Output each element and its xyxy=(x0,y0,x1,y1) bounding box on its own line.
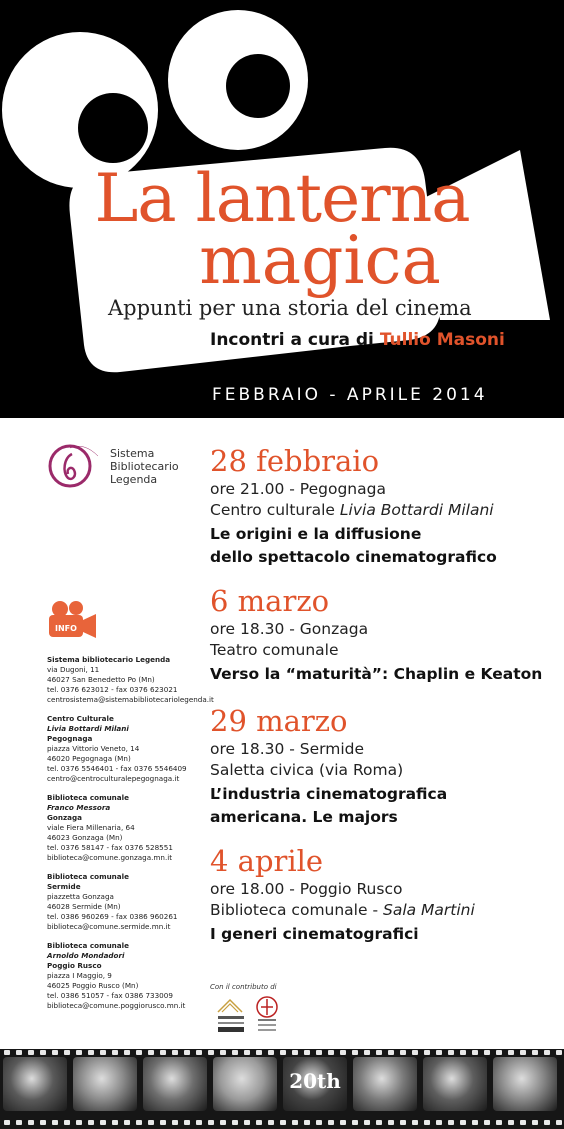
perforation xyxy=(100,1120,106,1125)
event-title xyxy=(210,783,555,829)
perforation xyxy=(472,1120,478,1125)
contact-detail: tel. 0386 51057 - fax 0386 733009 xyxy=(47,991,173,1000)
perforation xyxy=(376,1120,382,1125)
perforation xyxy=(220,1050,226,1055)
contact-detail: tel. 0376 58147 - fax 0376 528551 xyxy=(47,843,173,852)
film-frame-image xyxy=(353,1057,417,1111)
perforation xyxy=(244,1120,250,1125)
film-frame-image xyxy=(73,1057,137,1111)
perforation xyxy=(532,1120,538,1125)
event-venue-text: Teatro comunale xyxy=(210,641,339,659)
perforation xyxy=(328,1050,334,1055)
perforation xyxy=(28,1120,34,1125)
contact-name: Sistema bibliotecario Legenda xyxy=(47,655,171,664)
perforation xyxy=(412,1120,418,1125)
contact-name: Pegognaga xyxy=(47,734,93,743)
perforation xyxy=(88,1120,94,1125)
contact-name: Biblioteca comunale xyxy=(47,872,129,881)
contact-email-link[interactable]: biblioteca@comune.sermide.mn.it xyxy=(47,922,171,931)
perforation xyxy=(280,1120,286,1125)
contact-email-link[interactable]: biblioteca@comune.poggiorusco.mn.it xyxy=(47,1001,186,1010)
event-venue xyxy=(210,900,555,921)
contact-block xyxy=(47,941,207,1011)
perforation xyxy=(460,1120,466,1125)
perforation xyxy=(88,1050,94,1055)
event-venue-text: Biblioteca comunale - xyxy=(210,901,383,919)
contact-email-link[interactable]: centro@centroculturalepegognaga.it xyxy=(47,774,180,783)
perforation xyxy=(28,1050,34,1055)
perforation xyxy=(448,1120,454,1125)
contact-name: Franco Messora xyxy=(47,803,111,812)
event-venue-name: Livia Bottardi Milani xyxy=(339,501,494,519)
perforation xyxy=(184,1120,190,1125)
event-title-line: Verso la “maturità”: Chaplin e Keaton xyxy=(210,665,543,683)
perforation xyxy=(160,1050,166,1055)
info-label: INFO xyxy=(55,624,77,633)
perforation xyxy=(364,1050,370,1055)
contact-detail: via Dugoni, 11 xyxy=(47,665,100,674)
event-date: 4 aprile xyxy=(210,844,324,878)
contact-detail: 46023 Gonzaga (Mn) xyxy=(47,833,123,842)
perforation xyxy=(40,1120,46,1125)
perforation xyxy=(316,1120,322,1125)
perforation xyxy=(268,1120,274,1125)
event-time-place: ore 21.00 - Pegognaga xyxy=(210,480,386,498)
logo-line-2: Bibliotecario xyxy=(110,460,179,473)
film-frame-image xyxy=(3,1057,67,1111)
curator-name: Tullio Masoni xyxy=(379,330,505,350)
event-time-place: ore 18.30 - Sermide xyxy=(210,740,365,758)
contacts-list xyxy=(47,655,214,1020)
perforation xyxy=(352,1050,358,1055)
perforation xyxy=(544,1120,550,1125)
contact-detail: piazzetta Gonzaga xyxy=(47,892,114,901)
perforation xyxy=(196,1120,202,1125)
perforation xyxy=(496,1050,502,1055)
contact-name: Arnoldo Mondadori xyxy=(47,951,125,960)
logo-line-1: Sistema xyxy=(110,447,155,460)
perforation xyxy=(280,1050,286,1055)
event-venue xyxy=(210,500,555,521)
contact-name: Livia Bottardi Milani xyxy=(47,724,129,733)
perforation xyxy=(436,1120,442,1125)
perforation xyxy=(172,1050,178,1055)
event-title xyxy=(210,923,555,946)
contact-detail: piazza Vittorio Veneto, 14 xyxy=(47,744,140,753)
perforation xyxy=(328,1120,334,1125)
perforation xyxy=(16,1120,22,1125)
perforation xyxy=(64,1120,70,1125)
perforation xyxy=(520,1050,526,1055)
perforation xyxy=(316,1050,322,1055)
logo-text xyxy=(110,447,210,486)
contact-detail: tel. 0376 5546401 - fax 0376 5546409 xyxy=(47,764,187,773)
title-line-1: La lanterna xyxy=(94,160,470,237)
perforation xyxy=(304,1120,310,1125)
perforation xyxy=(340,1120,346,1125)
perforation xyxy=(160,1120,166,1125)
film-strip xyxy=(0,1049,564,1129)
film-frame-image xyxy=(213,1057,277,1111)
title-line-2: magica xyxy=(199,222,441,299)
perforation xyxy=(4,1120,10,1125)
perforation xyxy=(364,1120,370,1125)
contact-detail: tel. 0386 960269 - fax 0386 960261 xyxy=(47,912,178,921)
contact-name: Biblioteca comunale xyxy=(47,941,129,950)
perforation xyxy=(388,1050,394,1055)
perforation xyxy=(124,1050,130,1055)
perforation xyxy=(448,1050,454,1055)
contact-detail: piazza I Maggio, 9 xyxy=(47,971,112,980)
contact-name: Poggio Rusco xyxy=(47,961,102,970)
film-frame-text: 20th xyxy=(289,1069,341,1093)
contact-block xyxy=(47,714,207,784)
perforation xyxy=(556,1050,562,1055)
event-title-line: L’industria cinematografica xyxy=(210,785,448,803)
sponsors-label: Con il contributo di xyxy=(210,983,277,991)
perforation xyxy=(208,1050,214,1055)
event-date: 29 marzo xyxy=(210,704,348,738)
event-title xyxy=(210,663,555,686)
perforation xyxy=(388,1120,394,1125)
contact-name: Sermide xyxy=(47,882,81,891)
contact-email-link[interactable]: centrosistema@sistemabibliotecariolegenda.it xyxy=(47,695,214,704)
perforation xyxy=(424,1050,430,1055)
perforation xyxy=(484,1120,490,1125)
contact-detail: 46020 Pegognaga (Mn) xyxy=(47,754,131,763)
perforation xyxy=(76,1120,82,1125)
perforation xyxy=(124,1120,130,1125)
contact-detail: tel. 0376 623012 - fax 0376 623021 xyxy=(47,685,178,694)
date-range: FEBBRAIO - APRILE 2014 xyxy=(212,385,488,405)
event-title xyxy=(210,523,555,569)
distretti-logo-icon xyxy=(216,998,246,1034)
perforation xyxy=(292,1120,298,1125)
event-venue xyxy=(210,640,555,661)
perforation xyxy=(544,1050,550,1055)
perforation xyxy=(376,1050,382,1055)
event-title-line: americana. Le majors xyxy=(210,808,398,826)
perforation xyxy=(40,1050,46,1055)
consorzio-logo-icon xyxy=(254,995,280,1035)
perforation xyxy=(352,1120,358,1125)
event-venue-text: Centro culturale xyxy=(210,501,340,519)
perforation xyxy=(508,1120,514,1125)
perforation xyxy=(208,1120,214,1125)
event-time-place: ore 18.00 - Poggio Rusco xyxy=(210,880,403,898)
perforation xyxy=(172,1120,178,1125)
perforation xyxy=(4,1050,10,1055)
contact-name: Centro Culturale xyxy=(47,714,114,723)
contact-block xyxy=(47,872,207,932)
legenda-logo-icon xyxy=(46,436,106,492)
perforation xyxy=(400,1050,406,1055)
contact-name: Gonzaga xyxy=(47,813,82,822)
perforation xyxy=(472,1050,478,1055)
curator-prefix: Incontri a cura di xyxy=(210,330,374,350)
perforation xyxy=(184,1050,190,1055)
event-venue-name: Sala Martini xyxy=(382,901,475,919)
perforation xyxy=(304,1050,310,1055)
perforation xyxy=(412,1050,418,1055)
perforation xyxy=(340,1050,346,1055)
perforation xyxy=(136,1120,142,1125)
perforation xyxy=(196,1050,202,1055)
perforation xyxy=(256,1120,262,1125)
event-title-line: I generi cinematografici xyxy=(210,925,419,943)
event-venue xyxy=(210,760,555,781)
perforation xyxy=(112,1120,118,1125)
info-camera-icon xyxy=(46,600,98,642)
perforation xyxy=(232,1050,238,1055)
perforation xyxy=(220,1120,226,1125)
film-frame-image xyxy=(493,1057,557,1111)
film-frame-image xyxy=(143,1057,207,1111)
contact-detail: 46027 San Benedetto Po (Mn) xyxy=(47,675,155,684)
perforation xyxy=(244,1050,250,1055)
header xyxy=(0,0,564,418)
contact-block xyxy=(47,793,207,863)
film-frame-image xyxy=(423,1057,487,1111)
perforation xyxy=(520,1120,526,1125)
event-title-line: Le origini e la diffusione xyxy=(210,525,422,543)
perforation xyxy=(496,1120,502,1125)
perforation xyxy=(508,1050,514,1055)
perforation xyxy=(64,1050,70,1055)
contact-detail: viale Fiera Millenaria, 64 xyxy=(47,823,135,832)
event-item xyxy=(210,843,555,946)
event-title-line: dello spettacolo cinematografico xyxy=(210,548,497,566)
event-date: 28 febbraio xyxy=(210,444,380,478)
perforation xyxy=(460,1050,466,1055)
perforation xyxy=(16,1050,22,1055)
curator-line xyxy=(210,330,505,350)
perforation xyxy=(268,1050,274,1055)
perforation xyxy=(532,1050,538,1055)
subtitle: Appunti per una storia del cinema xyxy=(108,296,472,320)
perforation xyxy=(76,1050,82,1055)
contact-detail: 46028 Sermide (Mn) xyxy=(47,902,121,911)
contact-email-link[interactable]: biblioteca@comune.gonzaga.mn.it xyxy=(47,853,173,862)
event-item xyxy=(210,443,555,569)
event-date: 6 marzo xyxy=(210,584,330,618)
event-time-place: ore 18.30 - Gonzaga xyxy=(210,620,369,638)
perforation xyxy=(556,1120,562,1125)
perforation xyxy=(436,1050,442,1055)
perforation xyxy=(52,1050,58,1055)
perforation xyxy=(232,1120,238,1125)
event-item xyxy=(210,703,555,829)
perforation xyxy=(112,1050,118,1055)
logo-line-3: Legenda xyxy=(110,473,158,486)
event-item xyxy=(210,583,555,686)
perforation xyxy=(148,1050,154,1055)
perforation xyxy=(400,1120,406,1125)
perforation xyxy=(52,1120,58,1125)
perforation xyxy=(292,1050,298,1055)
contact-block xyxy=(47,655,214,705)
perforation xyxy=(424,1120,430,1125)
film-frame-image xyxy=(283,1057,347,1111)
event-venue-text: Saletta civica (via Roma) xyxy=(210,761,404,779)
perforation xyxy=(100,1050,106,1055)
perforation xyxy=(136,1050,142,1055)
perforation xyxy=(484,1050,490,1055)
perforation xyxy=(256,1050,262,1055)
contact-detail: 46025 Poggio Rusco (Mn) xyxy=(47,981,139,990)
perforation xyxy=(148,1120,154,1125)
contact-name: Biblioteca comunale xyxy=(47,793,129,802)
